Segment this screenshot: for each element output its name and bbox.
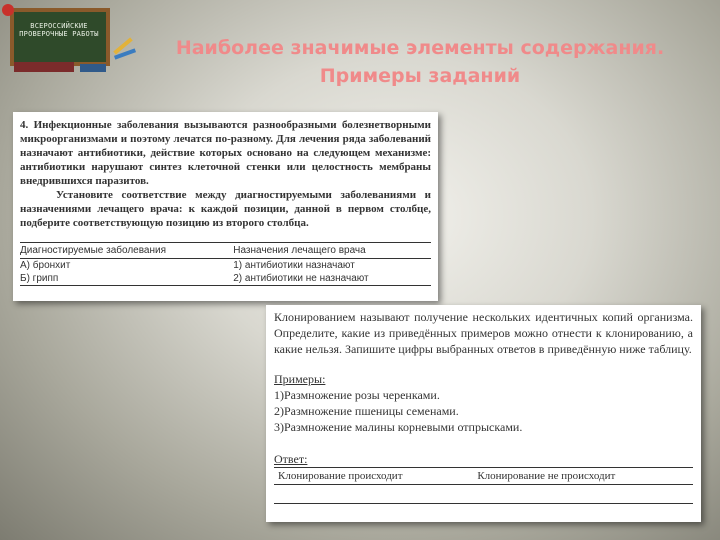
table-row	[20, 272, 431, 286]
table-header: Диагностируемые заболевания	[20, 243, 233, 259]
apple-icon	[2, 4, 14, 16]
list-item: 1)Размножение розы черенками.	[274, 388, 440, 402]
table-cell: 1) антибиотики назначают	[233, 260, 355, 271]
task-instruction: Установите соответствие между диагностируемыми заболеваниями и назначениями лечащего врача: к каждой позиции, данной в первом столбце, подберите соответствующую позицию из второго столбца.	[20, 189, 431, 229]
task-paragraph: 4. Инфекционные заболевания вызываются разнообразными болезнетворными микроорганизмами и поэтому лечатся по-разному. Для лечения ряда заболеваний назначают антибиотики, действие которых основано на следующем механизме: антибиотики нарушают синтез клеточной стенки или целостность мембраны внедрившихся паразитов.	[20, 119, 431, 187]
table-row	[20, 259, 431, 273]
title-line-2: Примеры заданий	[319, 65, 521, 87]
table-cell: 2) антибиотики не назначают	[233, 272, 431, 286]
books-icon	[14, 62, 74, 72]
list-item: 2)Размножение пшеницы семенами.	[274, 404, 459, 418]
logo-text: ВСЕРОССИЙСКИЕ ПРОВЕРОЧНЫЕ РАБОТЫ	[19, 22, 99, 38]
slide-title	[140, 34, 700, 90]
logo	[0, 0, 140, 80]
table-header: Клонирование происходит	[274, 468, 473, 485]
table-header: Клонирование не происходит	[473, 468, 693, 485]
task-card-infections	[13, 112, 438, 301]
examples-heading: Примеры:	[274, 372, 326, 386]
books-icon	[80, 64, 106, 72]
answer-table	[274, 467, 693, 485]
title-line-1: Наиболее значимые элементы содержания.	[175, 37, 665, 59]
task-card-cloning	[266, 305, 701, 522]
table-cell: Б) грипп	[20, 272, 233, 286]
answer-blank-line	[274, 485, 693, 504]
matching-table	[20, 242, 431, 286]
table-cell: А) бронхит	[20, 260, 71, 271]
list-item: 3)Размножение малины корневыми отпрысками.	[274, 420, 523, 434]
table-header: Назначения лечащего врача	[233, 243, 431, 259]
task-paragraph: Клонированием называют получение нескольких идентичных копий организма. Определите, какие из приведённых примеров можно отнести к клонированию, а какие нельзя. Запишите цифры выбранных ответов в приведённую ниже таблицу.	[274, 310, 693, 356]
answer-heading: Ответ:	[274, 452, 308, 466]
